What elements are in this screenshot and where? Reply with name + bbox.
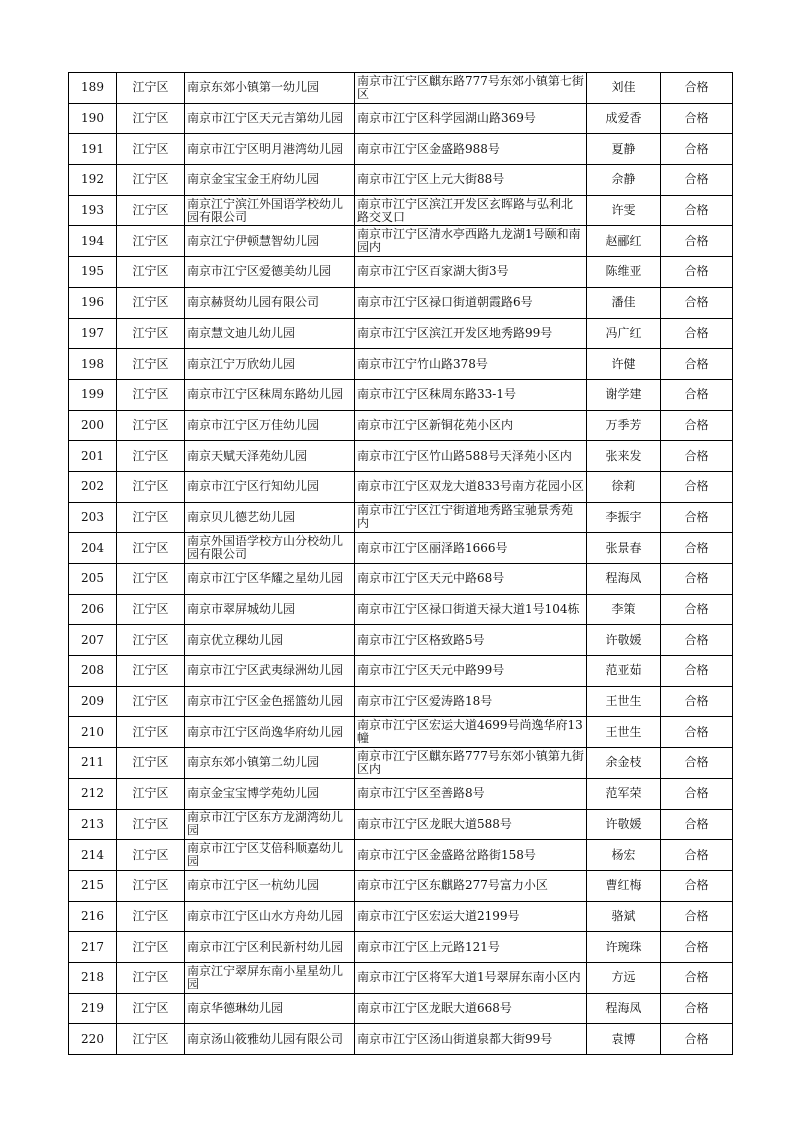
kindergarten-name-cell: 南京江宁伊顿慧智幼儿园	[185, 226, 355, 257]
person-cell: 潘佳	[587, 287, 661, 318]
table-row	[69, 1024, 733, 1055]
district-cell: 江宁区	[117, 778, 185, 809]
result-cell: 合格	[661, 748, 733, 779]
kindergarten-name-cell: 南京天赋天泽苑幼儿园	[185, 441, 355, 472]
district-cell: 江宁区	[117, 533, 185, 564]
address-cell: 南京市江宁区麒东路777号东郊小镇第九街区内	[355, 748, 587, 779]
result-cell: 合格	[661, 287, 733, 318]
kindergarten-name-cell: 南京贝儿德艺幼儿园	[185, 502, 355, 533]
kindergarten-name-cell: 南京市江宁区利民新村幼儿园	[185, 932, 355, 963]
row-number: 201	[69, 441, 117, 472]
result-cell: 合格	[661, 379, 733, 410]
row-number: 218	[69, 962, 117, 993]
address-cell: 南京市江宁区秣周东路33-1号	[355, 379, 587, 410]
row-number: 190	[69, 103, 117, 134]
address-cell: 南京市江宁区天元中路68号	[355, 564, 587, 595]
district-cell: 江宁区	[117, 1024, 185, 1055]
table-row	[69, 778, 733, 809]
table-row	[69, 471, 733, 502]
row-number: 202	[69, 471, 117, 502]
address-cell: 南京市江宁区禄口街道朝霞路6号	[355, 287, 587, 318]
table-row	[69, 533, 733, 564]
result-cell: 合格	[661, 594, 733, 625]
district-cell: 江宁区	[117, 840, 185, 871]
kindergarten-name-cell: 南京慧文迪儿幼儿园	[185, 318, 355, 349]
row-number: 211	[69, 748, 117, 779]
row-number: 205	[69, 564, 117, 595]
address-cell: 南京市江宁区江宁街道地秀路宝驰景秀苑内	[355, 502, 587, 533]
row-number: 206	[69, 594, 117, 625]
person-cell: 方远	[587, 962, 661, 993]
address-cell: 南京市江宁区清水亭西路九龙湖1号颐和南园内	[355, 226, 587, 257]
address-cell: 南京市江宁区双龙大道833号南方花园小区	[355, 471, 587, 502]
kindergarten-name-cell: 南京华德琳幼儿园	[185, 993, 355, 1024]
address-cell: 南京市江宁区麒东路777号东郊小镇第七街区	[355, 73, 587, 104]
person-cell: 张景春	[587, 533, 661, 564]
row-number: 203	[69, 502, 117, 533]
table-row	[69, 656, 733, 687]
person-cell: 李策	[587, 594, 661, 625]
person-cell: 杨宏	[587, 840, 661, 871]
table-row	[69, 226, 733, 257]
district-cell: 江宁区	[117, 625, 185, 656]
result-cell: 合格	[661, 533, 733, 564]
person-cell: 冯广红	[587, 318, 661, 349]
district-cell: 江宁区	[117, 993, 185, 1024]
table-row	[69, 625, 733, 656]
kindergarten-name-cell: 南京江宁翠屏东南小星星幼儿园	[185, 962, 355, 993]
result-cell: 合格	[661, 993, 733, 1024]
result-cell: 合格	[661, 625, 733, 656]
row-number: 197	[69, 318, 117, 349]
table-row	[69, 809, 733, 840]
table-row	[69, 349, 733, 380]
result-cell: 合格	[661, 870, 733, 901]
district-cell: 江宁区	[117, 410, 185, 441]
result-cell: 合格	[661, 165, 733, 196]
kindergarten-name-cell: 南京市江宁区金色摇篮幼儿园	[185, 686, 355, 717]
row-number: 219	[69, 993, 117, 1024]
address-cell: 南京市江宁区宏运大道2199号	[355, 901, 587, 932]
row-number: 198	[69, 349, 117, 380]
district-cell: 江宁区	[117, 748, 185, 779]
kindergarten-name-cell: 南京市江宁区行知幼儿园	[185, 471, 355, 502]
table-row	[69, 134, 733, 165]
address-cell: 南京市江宁区滨江开发区玄晖路与弘利北路交叉口	[355, 195, 587, 226]
person-cell: 许雯	[587, 195, 661, 226]
table-body	[69, 73, 733, 1055]
address-cell: 南京市江宁区宏运大道4699号尚逸华府13幢	[355, 717, 587, 748]
address-cell: 南京市江宁区上元大街88号	[355, 165, 587, 196]
result-cell: 合格	[661, 502, 733, 533]
result-cell: 合格	[661, 564, 733, 595]
person-cell: 谢学建	[587, 379, 661, 410]
district-cell: 江宁区	[117, 686, 185, 717]
address-cell: 南京市江宁区科学园湖山路369号	[355, 103, 587, 134]
district-cell: 江宁区	[117, 257, 185, 288]
table-row	[69, 257, 733, 288]
district-cell: 江宁区	[117, 717, 185, 748]
table-row	[69, 840, 733, 871]
row-number: 200	[69, 410, 117, 441]
district-cell: 江宁区	[117, 564, 185, 595]
person-cell: 程海凤	[587, 993, 661, 1024]
kindergarten-name-cell: 南京市江宁区华耀之星幼儿园	[185, 564, 355, 595]
district-cell: 江宁区	[117, 226, 185, 257]
address-cell: 南京市江宁区竹山路588号天泽苑小区内	[355, 441, 587, 472]
address-cell: 南京市江宁区丽泽路1666号	[355, 533, 587, 564]
table-row	[69, 379, 733, 410]
person-cell: 李振宇	[587, 502, 661, 533]
kindergarten-name-cell: 南京汤山筱雅幼儿园有限公司	[185, 1024, 355, 1055]
result-cell: 合格	[661, 349, 733, 380]
table-row	[69, 993, 733, 1024]
person-cell: 佘静	[587, 165, 661, 196]
district-cell: 江宁区	[117, 962, 185, 993]
row-number: 192	[69, 165, 117, 196]
person-cell: 徐莉	[587, 471, 661, 502]
address-cell: 南京市江宁区百家湖大街3号	[355, 257, 587, 288]
address-cell: 南京市江宁区龙眠大道668号	[355, 993, 587, 1024]
address-cell: 南京市江宁区禄口街道天禄大道1号104栋	[355, 594, 587, 625]
kindergarten-name-cell: 南京赫贤幼儿园有限公司	[185, 287, 355, 318]
person-cell: 万季芳	[587, 410, 661, 441]
person-cell: 骆斌	[587, 901, 661, 932]
result-cell: 合格	[661, 73, 733, 104]
address-cell: 南京市江宁区汤山街道泉都大街99号	[355, 1024, 587, 1055]
person-cell: 许敬媛	[587, 625, 661, 656]
table-row	[69, 410, 733, 441]
person-cell: 范军荣	[587, 778, 661, 809]
result-cell: 合格	[661, 778, 733, 809]
result-cell: 合格	[661, 809, 733, 840]
kindergarten-name-cell: 南京优立稞幼儿园	[185, 625, 355, 656]
row-number: 194	[69, 226, 117, 257]
row-number: 209	[69, 686, 117, 717]
person-cell: 许琬珠	[587, 932, 661, 963]
district-cell: 江宁区	[117, 901, 185, 932]
table-row	[69, 195, 733, 226]
result-cell: 合格	[661, 901, 733, 932]
person-cell: 许敬媛	[587, 809, 661, 840]
district-cell: 江宁区	[117, 441, 185, 472]
person-cell: 王世生	[587, 717, 661, 748]
district-cell: 江宁区	[117, 195, 185, 226]
kindergarten-name-cell: 南京外国语学校方山分校幼儿园有限公司	[185, 533, 355, 564]
district-cell: 江宁区	[117, 103, 185, 134]
person-cell: 袁博	[587, 1024, 661, 1055]
person-cell: 范亚茹	[587, 656, 661, 687]
person-cell: 成爱香	[587, 103, 661, 134]
kindergarten-inspection-table	[68, 72, 733, 1055]
kindergarten-name-cell: 南京市江宁区天元吉第幼儿园	[185, 103, 355, 134]
table-row	[69, 594, 733, 625]
result-cell: 合格	[661, 656, 733, 687]
district-cell: 江宁区	[117, 870, 185, 901]
table-row	[69, 564, 733, 595]
row-number: 199	[69, 379, 117, 410]
result-cell: 合格	[661, 226, 733, 257]
district-cell: 江宁区	[117, 471, 185, 502]
result-cell: 合格	[661, 932, 733, 963]
address-cell: 南京市江宁区金盛路岔路街158号	[355, 840, 587, 871]
result-cell: 合格	[661, 471, 733, 502]
person-cell: 曹红梅	[587, 870, 661, 901]
row-number: 214	[69, 840, 117, 871]
row-number: 191	[69, 134, 117, 165]
address-cell: 南京市江宁区龙眠大道588号	[355, 809, 587, 840]
person-cell: 许健	[587, 349, 661, 380]
kindergarten-name-cell: 南京东郊小镇第一幼儿园	[185, 73, 355, 104]
kindergarten-name-cell: 南京市江宁区一杭幼儿园	[185, 870, 355, 901]
kindergarten-name-cell: 南京东郊小镇第二幼儿园	[185, 748, 355, 779]
district-cell: 江宁区	[117, 165, 185, 196]
result-cell: 合格	[661, 840, 733, 871]
result-cell: 合格	[661, 962, 733, 993]
person-cell: 程海凤	[587, 564, 661, 595]
address-cell: 南京市江宁区金盛路988号	[355, 134, 587, 165]
table-row	[69, 502, 733, 533]
result-cell: 合格	[661, 103, 733, 134]
table-row	[69, 717, 733, 748]
person-cell: 夏静	[587, 134, 661, 165]
person-cell: 张来发	[587, 441, 661, 472]
result-cell: 合格	[661, 134, 733, 165]
person-cell: 赵郦红	[587, 226, 661, 257]
person-cell: 余金枝	[587, 748, 661, 779]
table-row	[69, 165, 733, 196]
kindergarten-name-cell: 南京市江宁区山水方舟幼儿园	[185, 901, 355, 932]
kindergarten-name-cell: 南京市江宁区爱德美幼儿园	[185, 257, 355, 288]
district-cell: 江宁区	[117, 287, 185, 318]
district-cell: 江宁区	[117, 73, 185, 104]
row-number: 220	[69, 1024, 117, 1055]
district-cell: 江宁区	[117, 656, 185, 687]
kindergarten-name-cell: 南京市江宁区秣周东路幼儿园	[185, 379, 355, 410]
result-cell: 合格	[661, 441, 733, 472]
row-number: 204	[69, 533, 117, 564]
kindergarten-name-cell: 南京金宝宝博学苑幼儿园	[185, 778, 355, 809]
kindergarten-name-cell: 南京市江宁区艾倍科顺嘉幼儿园	[185, 840, 355, 871]
row-number: 210	[69, 717, 117, 748]
row-number: 212	[69, 778, 117, 809]
kindergarten-name-cell: 南京江宁滨江外国语学校幼儿园有限公司	[185, 195, 355, 226]
row-number: 193	[69, 195, 117, 226]
table-row	[69, 287, 733, 318]
person-cell: 王世生	[587, 686, 661, 717]
result-cell: 合格	[661, 195, 733, 226]
table-row	[69, 748, 733, 779]
result-cell: 合格	[661, 1024, 733, 1055]
person-cell: 陈维亚	[587, 257, 661, 288]
row-number: 216	[69, 901, 117, 932]
table-row	[69, 870, 733, 901]
table-row	[69, 686, 733, 717]
row-number: 189	[69, 73, 117, 104]
address-cell: 南京市江宁区格致路5号	[355, 625, 587, 656]
address-cell: 南京市江宁区将军大道1号翠屏东南小区内	[355, 962, 587, 993]
result-cell: 合格	[661, 318, 733, 349]
kindergarten-name-cell: 南京市翠屏城幼儿园	[185, 594, 355, 625]
result-cell: 合格	[661, 410, 733, 441]
district-cell: 江宁区	[117, 379, 185, 410]
table-row	[69, 901, 733, 932]
row-number: 196	[69, 287, 117, 318]
address-cell: 南京市江宁区至善路8号	[355, 778, 587, 809]
row-number: 207	[69, 625, 117, 656]
address-cell: 南京市江宁区东麒路277号富力小区	[355, 870, 587, 901]
address-cell: 南京市江宁竹山路378号	[355, 349, 587, 380]
kindergarten-name-cell: 南京市江宁区明月港湾幼儿园	[185, 134, 355, 165]
table-row	[69, 103, 733, 134]
kindergarten-name-cell: 南京市江宁区尚逸华府幼儿园	[185, 717, 355, 748]
table-row	[69, 73, 733, 104]
table-row	[69, 318, 733, 349]
district-cell: 江宁区	[117, 349, 185, 380]
result-cell: 合格	[661, 257, 733, 288]
district-cell: 江宁区	[117, 318, 185, 349]
district-cell: 江宁区	[117, 594, 185, 625]
address-cell: 南京市江宁区新铜花苑小区内	[355, 410, 587, 441]
address-cell: 南京市江宁区爱涛路18号	[355, 686, 587, 717]
district-cell: 江宁区	[117, 502, 185, 533]
row-number: 208	[69, 656, 117, 687]
row-number: 215	[69, 870, 117, 901]
district-cell: 江宁区	[117, 134, 185, 165]
row-number: 217	[69, 932, 117, 963]
address-cell: 南京市江宁区上元路121号	[355, 932, 587, 963]
result-cell: 合格	[661, 686, 733, 717]
result-cell: 合格	[661, 717, 733, 748]
kindergarten-name-cell: 南京市江宁区武夷绿洲幼儿园	[185, 656, 355, 687]
row-number: 213	[69, 809, 117, 840]
kindergarten-name-cell: 南京市江宁区万佳幼儿园	[185, 410, 355, 441]
kindergarten-name-cell: 南京金宝宝金王府幼儿园	[185, 165, 355, 196]
address-cell: 南京市江宁区天元中路99号	[355, 656, 587, 687]
kindergarten-name-cell: 南京市江宁区东方龙湖湾幼儿园	[185, 809, 355, 840]
address-cell: 南京市江宁区滨江开发区地秀路99号	[355, 318, 587, 349]
person-cell: 刘佳	[587, 73, 661, 104]
kindergarten-name-cell: 南京江宁万欣幼儿园	[185, 349, 355, 380]
district-cell: 江宁区	[117, 809, 185, 840]
table-row	[69, 441, 733, 472]
table-row	[69, 932, 733, 963]
district-cell: 江宁区	[117, 932, 185, 963]
table-row	[69, 962, 733, 993]
row-number: 195	[69, 257, 117, 288]
